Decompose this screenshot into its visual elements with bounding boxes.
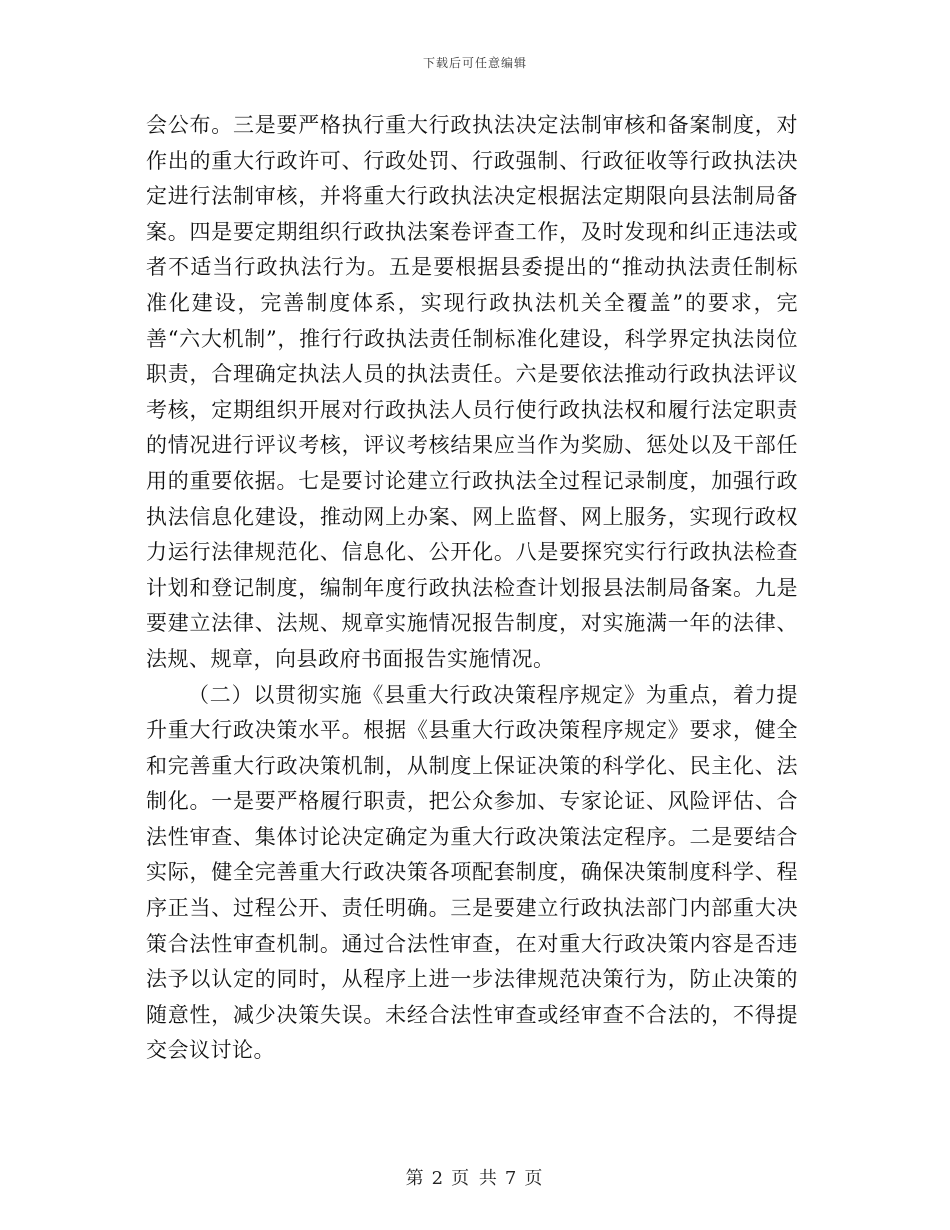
page-header: 下载后可任意编辑	[422, 56, 527, 70]
current-page-number: 2	[431, 1168, 446, 1189]
page-footer	[0, 1164, 950, 1190]
footer-middle: 页 共	[451, 1168, 499, 1189]
total-pages-number: 7	[504, 1168, 519, 1189]
body-paragraph: 会公布。三是要严格执行重大行政执法决定法制审核和备案制度，对作出的重大行政许可、行政处罚、行政强制、行政征收等行政执法决定进行法制审核，并将重大行政执法决定根据法定期限向县法制局备案。四是要定期组织行政执法案卷评查工作，及时发现和纠正违法或者不适当行政执法行为。五是要根据县委提出的“推动执法责任制标准化建设，完善制度体系，实现行政执法机关全覆盖”的要求，完善“六大机制”，推行行政执法责任制标准化建设，科学界定执法岗位职责，合理确定执法人员的执法责任。六是要依法推动行政执法评议考核，定期组织开展对行政执法人员行使行政执法权和履行法定职责的情况进行评议考核，评议考核结果应当作为奖励、惩处以及干部任用的重要依据。七是要讨论建立行政执法全过程记录制度，加强行政执法信息化建设，推动网上办案、网上监督、网上服务，实现行政权力运行法律规范化、信息化、公开化。八是要探究实行行政执法检查计划和登记制度，编制年度行政执法检查计划报县法制局备案。九是要建立法律、法规、规章实施情况报告制度，对实施满一年的法律、法规、规章，向县政府书面报告实施情况。	[146, 113, 798, 671]
footer-suffix: 页	[524, 1168, 545, 1189]
footer-prefix: 第	[405, 1168, 426, 1189]
document-body	[146, 108, 798, 1069]
body-paragraph: （二）以贯彻实施《县重大行政决策程序规定》为重点，着力提升重大行政决策水平。根据《县重大行政决策程序规定》要求，健全和完善重大行政决策机制，从制度上保证决策的科学化、民主化、法制化。一是要严格履行职责，把公众参加、专家论证、风险评估、合法性审查、集体讨论决定确定为重大行政决策法定程序。二是要结合实际，健全完善重大行政决策各项配套制度，确保决策制度科学、程序正当、过程公开、责任明确。三是要建立行政执法部门内部重大决策合法性审查机制。通过合法性审查，在对重大行政决策内容是否违法予以认定的同时，从程序上进一步法律规范决策行为，防止决策的随意性，减少决策失误。未经合法性审查或经审查不合法的，不得提交会议讨论。	[146, 682, 798, 1063]
